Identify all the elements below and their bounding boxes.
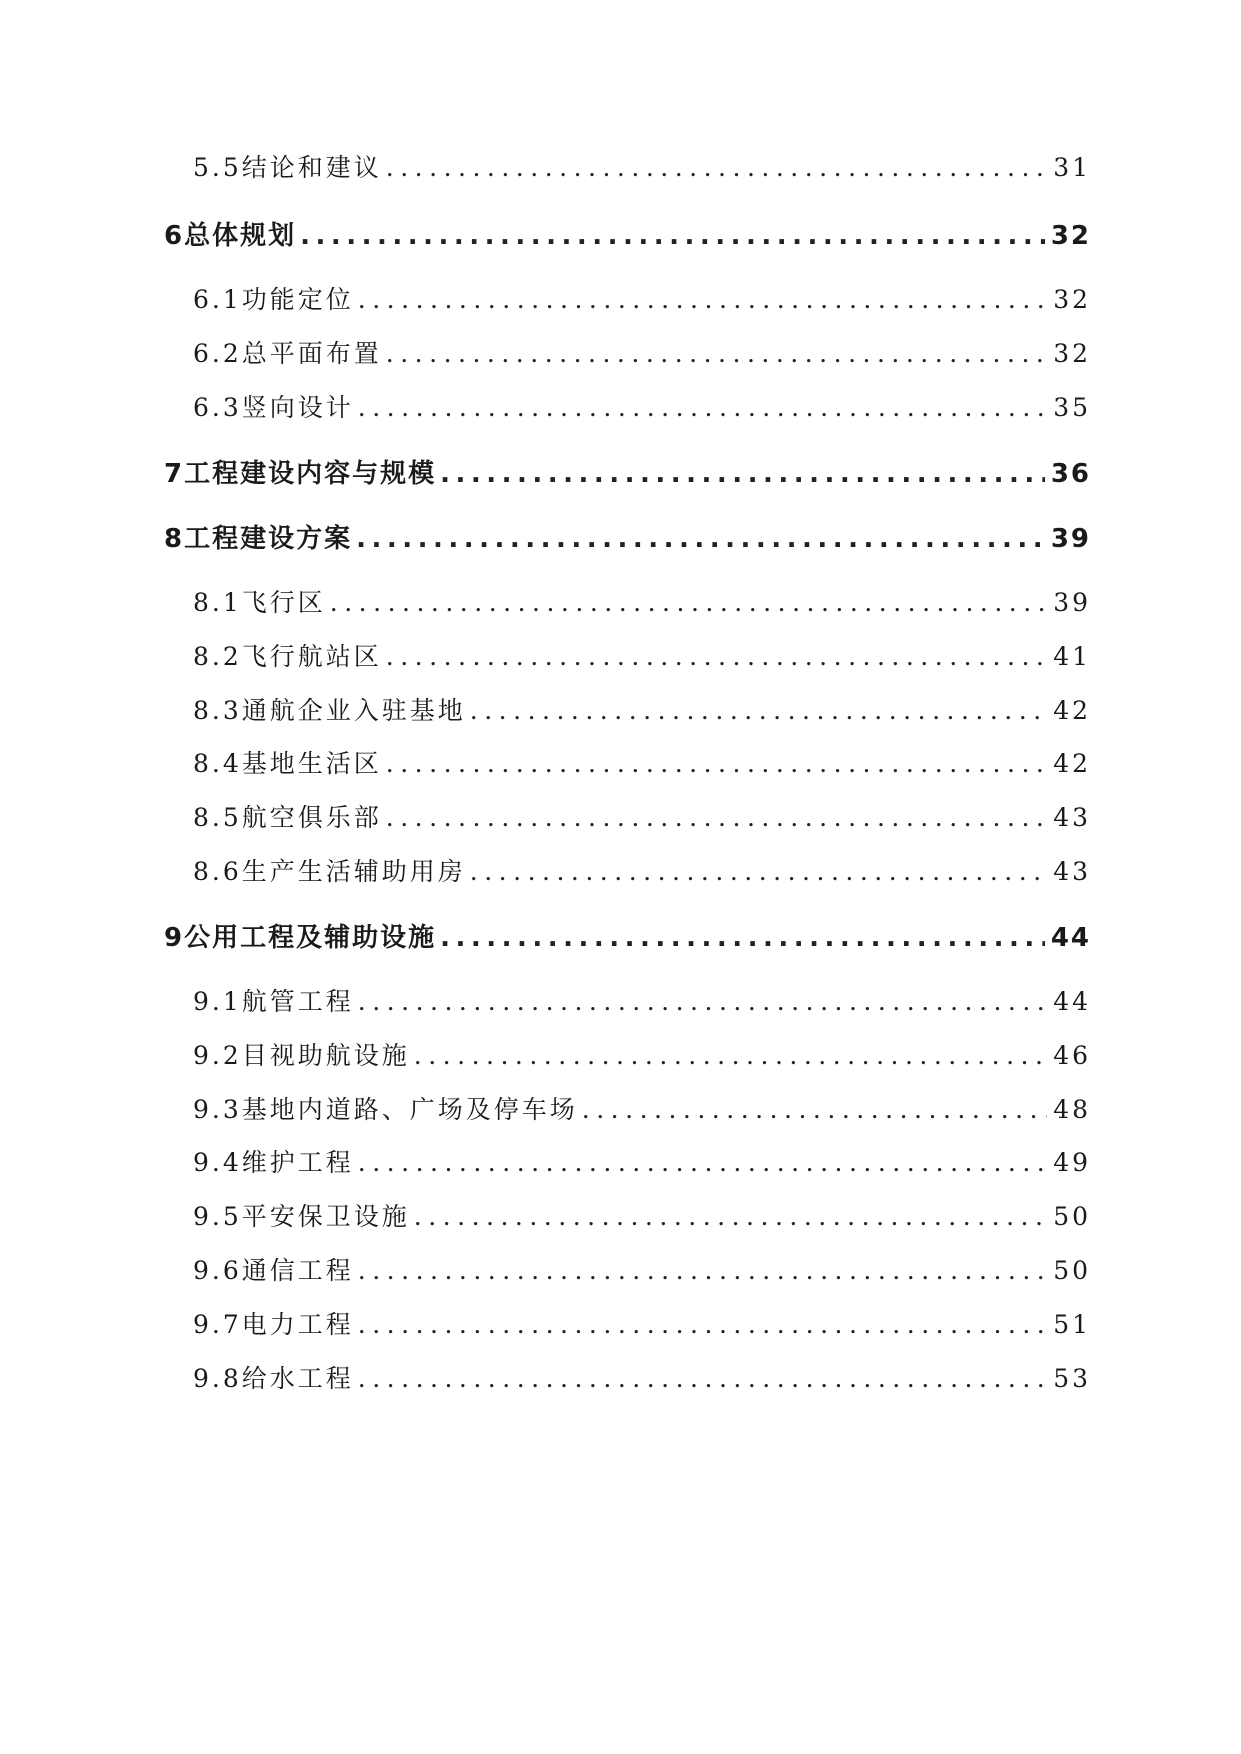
toc-entry-number: 9.5: [193, 1202, 242, 1231]
toc-entry-title: 基地内道路、广场及停车场: [241, 1095, 578, 1124]
toc-entry-title: 平安保卫设施: [241, 1202, 410, 1231]
dot-leader: [358, 1256, 1047, 1285]
toc-entry-8[interactable]: [164, 518, 1091, 555]
toc-entry-page: 50: [1053, 1256, 1091, 1285]
toc-entry-number: 8.6: [193, 857, 242, 886]
toc-entry-title: 基地生活区: [241, 749, 382, 778]
toc-entry-8-6[interactable]: [193, 852, 1091, 888]
dot-leader: [582, 1095, 1047, 1124]
dot-leader: [440, 459, 1045, 489]
toc-entry-number: 8.4: [193, 749, 242, 778]
toc-entry-9-8[interactable]: [193, 1359, 1091, 1395]
toc-entry-page: 32: [1050, 221, 1091, 251]
toc-entry-title: 飞行区: [241, 588, 326, 617]
toc-entry-page: 43: [1053, 803, 1091, 832]
dot-leader: [414, 1041, 1047, 1070]
toc-entry-8-4[interactable]: [193, 744, 1091, 780]
toc-entry-number: 9.6: [193, 1256, 242, 1285]
toc-entry-title: 航空俱乐部: [241, 803, 382, 832]
toc-entry-page: 42: [1053, 749, 1091, 778]
toc-entry-9-2[interactable]: [193, 1036, 1091, 1072]
toc-entry-title: 飞行航站区: [241, 642, 382, 671]
toc-entry-page: 32: [1053, 339, 1091, 368]
toc-entry-title: 公用工程及辅助设施: [184, 923, 437, 953]
dot-leader: [440, 923, 1045, 953]
toc-entry-6-3[interactable]: [193, 388, 1091, 424]
toc-entry-8-3[interactable]: [193, 691, 1091, 727]
toc-entry-number: 9.4: [193, 1148, 242, 1177]
toc-entry-number: 6.1: [193, 285, 242, 314]
toc-entry-page: 35: [1053, 393, 1091, 422]
dot-leader: [300, 221, 1045, 251]
toc-entry-title: 竖向设计: [241, 393, 354, 422]
dot-leader: [470, 696, 1047, 725]
dot-leader: [358, 1310, 1047, 1339]
toc-entry-number: 9.7: [193, 1310, 242, 1339]
toc-entry-title: 通航企业入驻基地: [241, 696, 466, 725]
toc-entry-9-6[interactable]: [193, 1251, 1091, 1287]
dot-leader: [386, 803, 1047, 832]
toc-entry-number: 8.5: [193, 803, 242, 832]
toc-entry-5-5[interactable]: [193, 148, 1091, 184]
toc-entry-number: 9: [164, 923, 185, 953]
toc-entry-title: 功能定位: [241, 285, 354, 314]
toc-entry-6-2[interactable]: [193, 334, 1091, 370]
toc-entry-title: 目视助航设施: [241, 1041, 410, 1070]
toc-entry-title: 航管工程: [241, 987, 354, 1016]
toc-entry-page: 43: [1053, 857, 1091, 886]
toc-entry-title: 生产生活辅助用房: [241, 857, 466, 886]
toc-entry-page: 31: [1053, 153, 1091, 182]
toc-entry-title: 给水工程: [241, 1364, 354, 1393]
toc-entry-title: 维护工程: [241, 1148, 354, 1177]
dot-leader: [386, 749, 1047, 778]
toc-entry-page: 42: [1053, 696, 1091, 725]
toc-entry-number: 7: [164, 459, 185, 489]
toc-entry-number: 6.3: [193, 393, 242, 422]
toc-entry-number: 6.2: [193, 339, 242, 368]
toc-entry-7[interactable]: [164, 453, 1091, 490]
toc-entry-number: 8: [164, 524, 185, 554]
toc-entry-number: 9.8: [193, 1364, 242, 1393]
toc-entry-number: 9.2: [193, 1041, 242, 1070]
toc-entry-page: 51: [1053, 1310, 1091, 1339]
toc-entry-8-1[interactable]: [193, 583, 1091, 619]
toc-entry-title: 结论和建议: [241, 153, 382, 182]
dot-leader: [358, 1364, 1047, 1393]
toc-entry-page: 48: [1053, 1095, 1091, 1124]
toc-entry-page: 53: [1053, 1364, 1091, 1393]
toc-entry-title: 电力工程: [241, 1310, 354, 1339]
dot-leader: [358, 285, 1047, 314]
toc-entry-6[interactable]: [164, 215, 1091, 252]
dot-leader: [386, 642, 1047, 671]
toc-entry-page: 44: [1053, 987, 1091, 1016]
dot-leader: [358, 393, 1047, 422]
dot-leader: [330, 588, 1047, 617]
toc-entry-page: 46: [1053, 1041, 1091, 1070]
dot-leader: [358, 987, 1047, 1016]
toc-entry-page: 50: [1053, 1202, 1091, 1231]
toc-entry-title: 工程建设内容与规模: [184, 459, 437, 489]
toc-entry-title: 总平面布置: [241, 339, 382, 368]
dot-leader: [356, 524, 1045, 554]
toc-entry-title: 工程建设方案: [184, 524, 353, 554]
toc-entry-number: 9.3: [193, 1095, 242, 1124]
toc-entry-9[interactable]: [164, 917, 1091, 954]
dot-leader: [386, 339, 1047, 368]
toc-entry-9-5[interactable]: [193, 1197, 1091, 1233]
toc-entry-page: 49: [1053, 1148, 1091, 1177]
toc-entry-number: 5.5: [193, 153, 242, 182]
toc-entry-page: 32: [1053, 285, 1091, 314]
toc-entry-number: 8.3: [193, 696, 242, 725]
toc-entry-number: 9.1: [193, 987, 242, 1016]
toc-entry-page: 39: [1053, 588, 1091, 617]
dot-leader: [414, 1202, 1047, 1231]
dot-leader: [386, 153, 1047, 182]
toc-entry-number: 6: [164, 221, 185, 251]
toc-entry-page: 44: [1050, 923, 1091, 953]
toc-entry-page: 41: [1053, 642, 1091, 671]
toc-entry-8-2[interactable]: [193, 637, 1091, 673]
toc-entry-9-3[interactable]: [193, 1090, 1091, 1126]
dot-leader: [470, 857, 1047, 886]
toc-entry-9-7[interactable]: [193, 1305, 1091, 1341]
toc-entry-title: 通信工程: [241, 1256, 354, 1285]
toc-entry-page: 36: [1050, 459, 1091, 489]
toc-entry-page: 39: [1050, 524, 1091, 554]
toc-entry-9-1[interactable]: [193, 982, 1091, 1018]
toc-entry-number: 8.1: [193, 588, 242, 617]
toc-entry-6-1[interactable]: [193, 280, 1091, 316]
toc-entry-number: 8.2: [193, 642, 242, 671]
dot-leader: [358, 1148, 1047, 1177]
toc-entry-8-5[interactable]: [193, 798, 1091, 834]
toc-entry-title: 总体规划: [184, 221, 297, 251]
toc-entry-9-4[interactable]: [193, 1143, 1091, 1179]
